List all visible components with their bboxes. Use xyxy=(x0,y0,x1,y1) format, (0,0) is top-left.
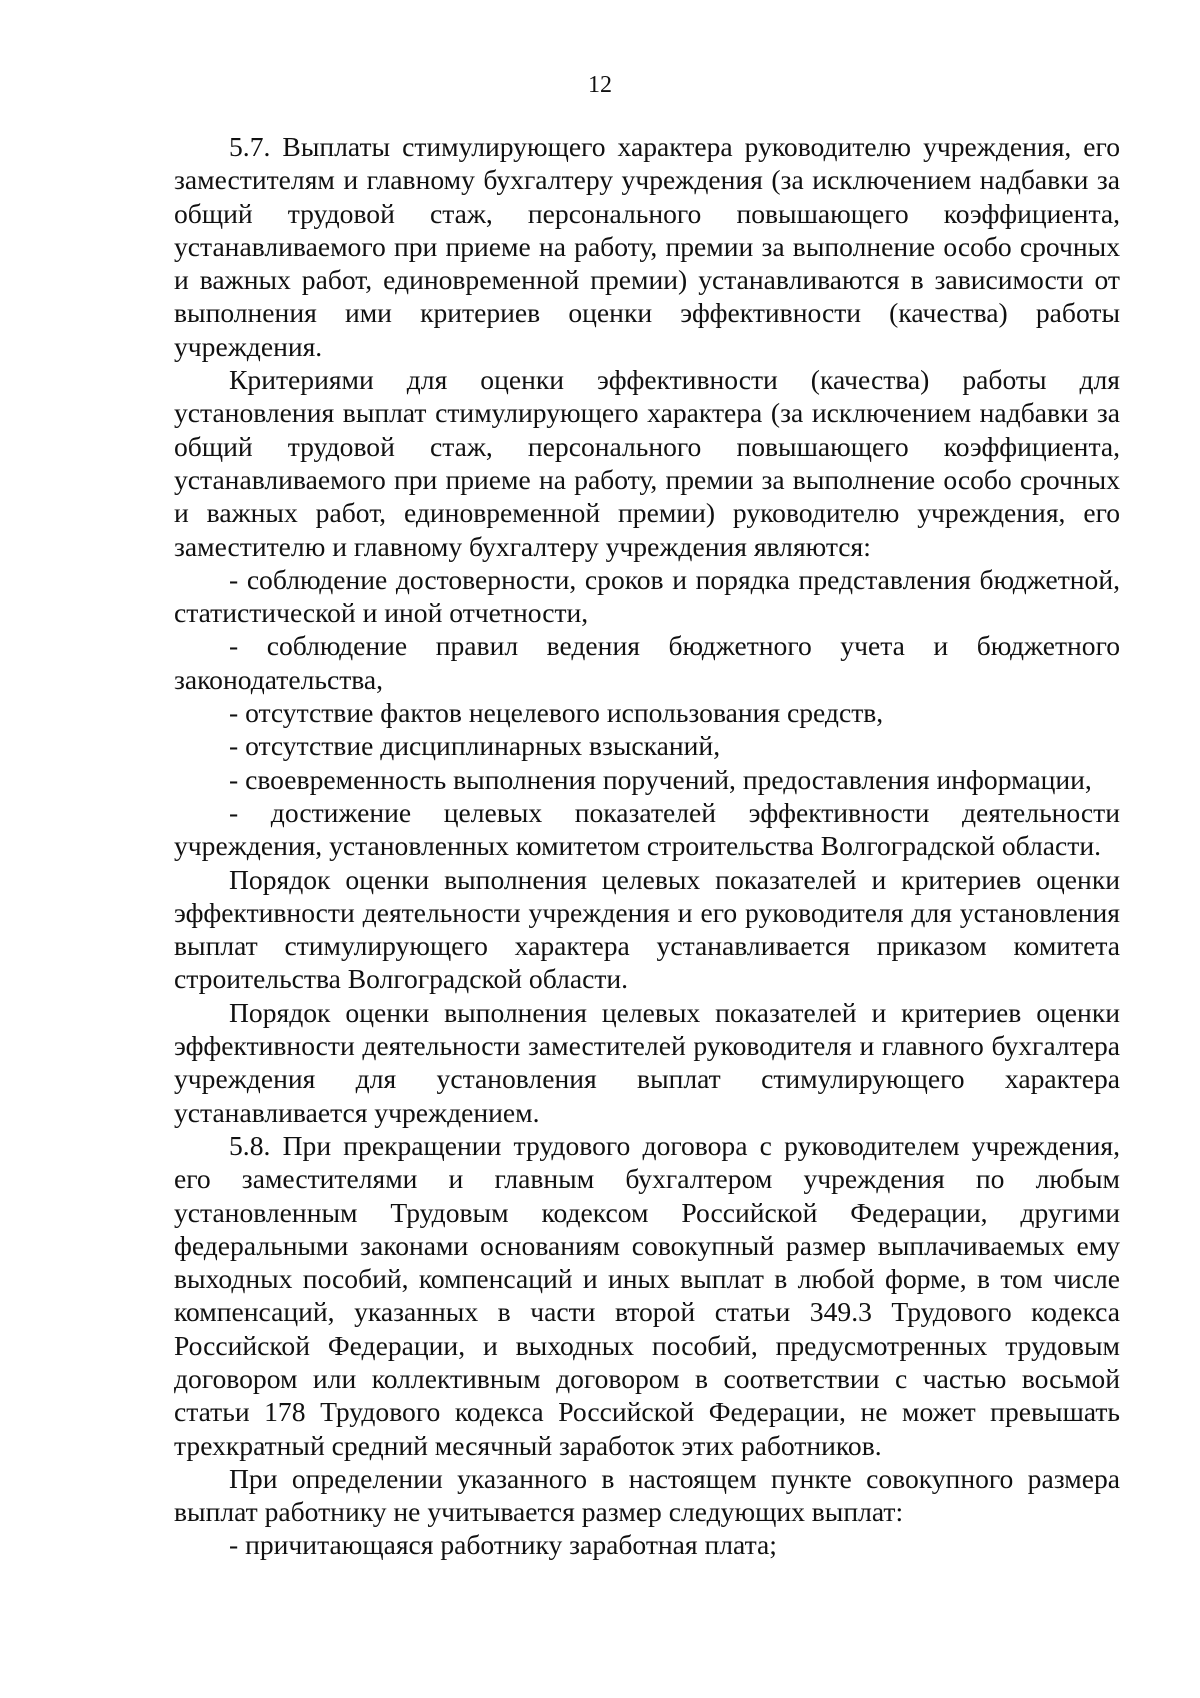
paragraph-excluded-payments-intro: При определении указанного в настоящем пункте совокупного размера выплат работнику не учитывается размер следующих выплат: xyxy=(174,1462,1120,1528)
list-item-no-misuse-of-funds: - отсутствие фактов нецелевого использования средств, xyxy=(229,697,884,729)
paragraph-5-8: 5.8. При прекращении трудового договора с руководителем учреждения, его заместителями и главным бухгалтером учреждения по любым установленным Трудовым кодексом Российской Федерации, другими федеральными законами основаниям совокупный размер выплачиваемых ему выходных пособий, компенсаций и иных выплат в любой форме, в том числе компенсаций, указанных в части второй статьи 349.3 Трудового кодекса Российской Федерации, и выходных пособий, предусмотренных трудовым договором или коллективным договором в соответствии с частью восьмой статьи 178 Трудового кодекса Российской Федерации, не может превышать трехкратный средний месячный заработок этих работников. xyxy=(174,1129,1120,1461)
paragraph-criteria-intro: Критериями для оценки эффективности (качества) работы для установления выплат стимулирующего характера (за исключением надбавки за общий трудовой стаж, персонального повышающего коэффициента, устанавливаемого при приеме на работу, премии за выполнение особо срочных и важных работ, единовременной премии) руководителю учреждения, его заместителю и главному бухгалтеру учреждения являются: xyxy=(174,364,1120,562)
list-item-target-indicators: - достижение целевых показателей эффективности деятельности учреждения, установленных комитетом строительства Волгоградской области. xyxy=(174,796,1120,862)
paragraph-evaluation-order-deputies: Порядок оценки выполнения целевых показателей и критериев оценки эффективности деятельности заместителей руководителя и главного бухгалтера учреждения для установления выплат стимулирующего характера устанавливается учреждением. xyxy=(174,996,1120,1128)
list-item-no-disciplinary-penalties: - отсутствие дисциплинарных взысканий, xyxy=(229,730,721,762)
list-item-reporting-accuracy: - соблюдение достоверности, сроков и порядка представления бюджетной, статистической и иной отчетности, xyxy=(174,563,1120,629)
paragraph-5-7: 5.7. Выплаты стимулирующего характера руководителю учреждения, его заместителям и главному бухгалтеру учреждения (за исключением надбавки за общий трудовой стаж, персонального повышающего коэффициента, устанавливаемого при приеме на работу, премии за выполнение особо срочных и важных работ, единовременной премии) устанавливаются в зависимости от выполнения ими критериев оценки эффективности (качества) работы учреждения. xyxy=(174,131,1120,362)
list-item-timely-execution: - своевременность выполнения поручений, предоставления информации, xyxy=(229,763,1092,795)
page-number: 12 xyxy=(588,72,612,98)
list-item-salary-due: - причитающаяся работнику заработная плата; xyxy=(229,1529,777,1561)
document-body xyxy=(174,130,1120,1562)
paragraph-evaluation-order-head: Порядок оценки выполнения целевых показателей и критериев оценки эффективности деятельности учреждения и его руководителя для установления выплат стимулирующего характера устанавливается приказом комитета строительства Волгоградской области. xyxy=(174,863,1120,995)
list-item-budget-accounting: - соблюдение правил ведения бюджетного учета и бюджетного законодательства, xyxy=(174,630,1120,695)
